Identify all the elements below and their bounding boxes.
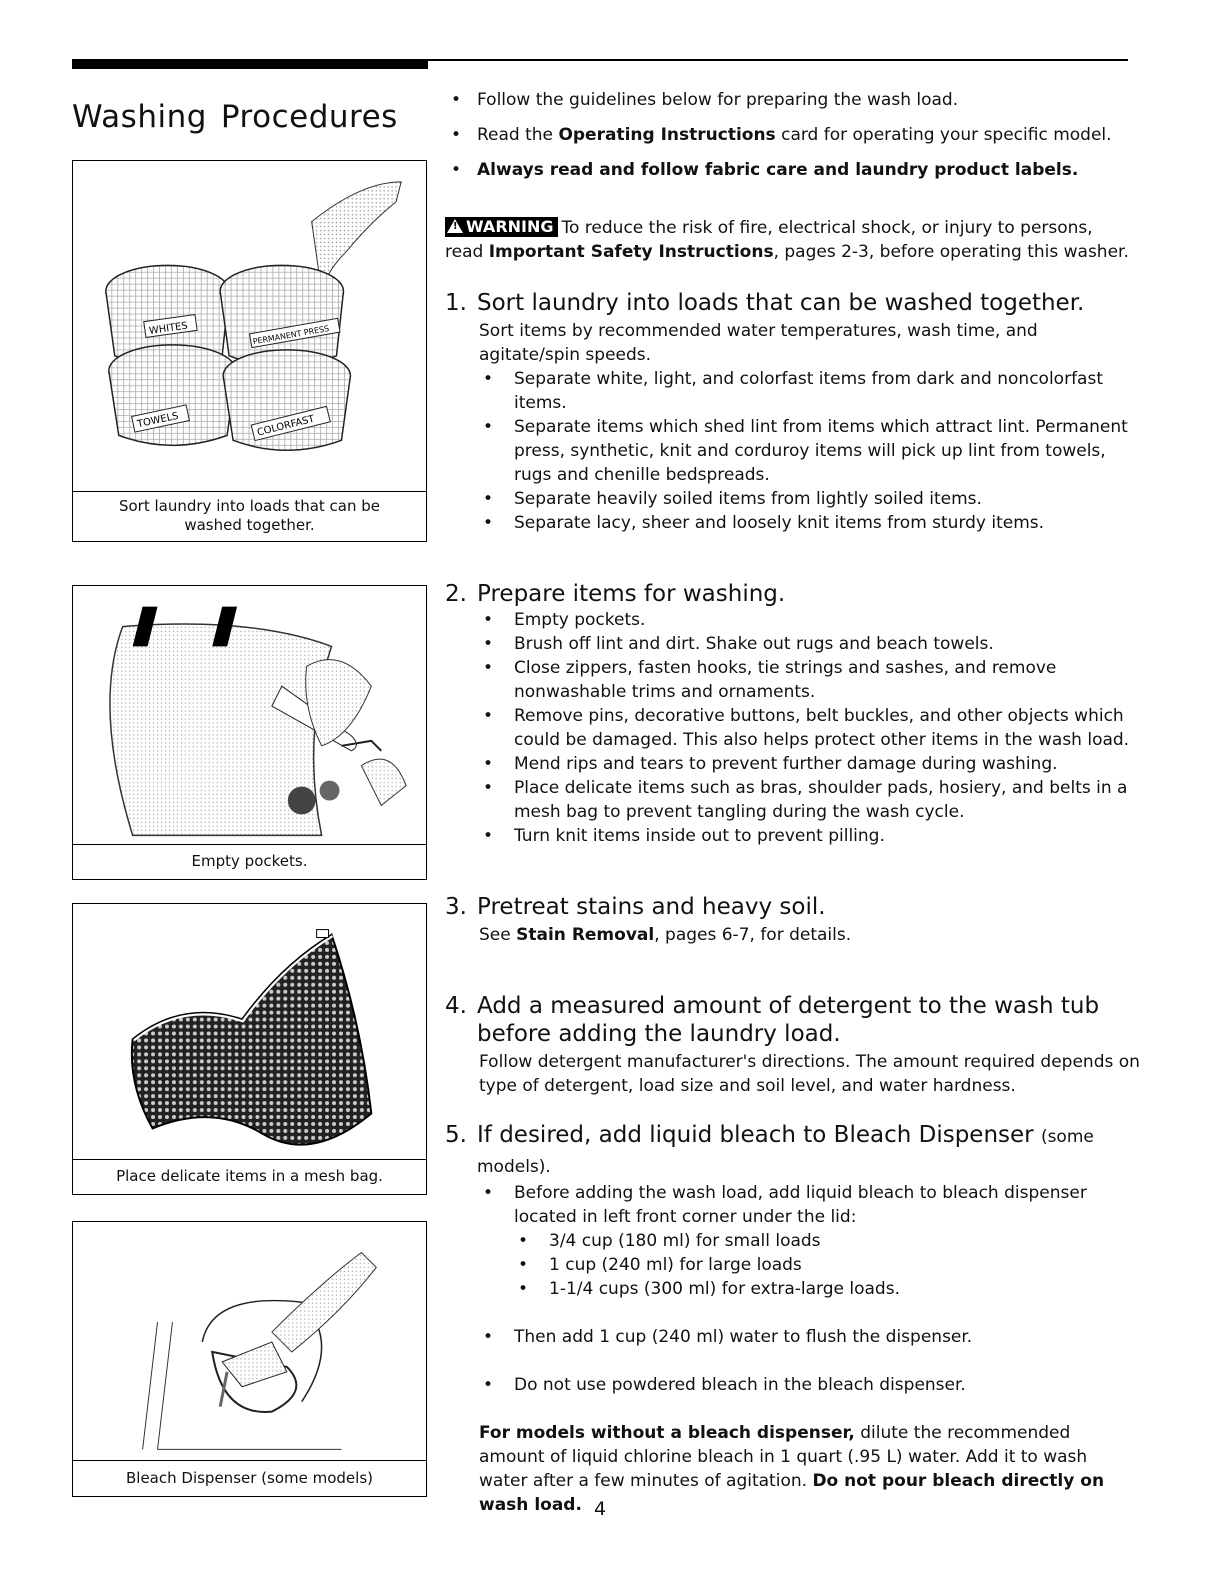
step-5 [445, 1121, 1140, 1517]
intro-item: • Read the Operating Instructions card for operating your specific model. [445, 123, 1135, 147]
list-item: • 3/4 cup (180 ml) for small loads [514, 1229, 1140, 1253]
step-heading: 2. Prepare items for washing. [445, 581, 786, 607]
step-3 [445, 893, 1140, 947]
step-bullets [445, 367, 1140, 535]
list-item: • Place delicate items such as bras, shoulder pads, hosiery, and belts in a mesh bag to prevent tangling during the wash cycle. [479, 776, 1140, 824]
list-item: • Before adding the wash load, add liquid bleach to bleach dispenser located in left front corner under the lid: [479, 1181, 1140, 1229]
figure-empty-pockets [72, 585, 427, 880]
step-bullets [445, 608, 1140, 848]
figure-caption: Place delicate items in a mesh bag. [116, 1167, 383, 1185]
step-heading: 3. Pretreat stains and heavy soil. [445, 894, 826, 920]
figure-mesh-bag [72, 903, 427, 1195]
jeans-pocket-icon [73, 586, 426, 844]
svg-text:WHITES: WHITES [148, 320, 189, 337]
header-rule-thick [72, 59, 428, 69]
warning-badge: !WARNING [445, 217, 558, 237]
list-item: • Mend rips and tears to prevent further damage during washing. [479, 752, 1140, 776]
step-body: See Stain Removal, pages 6-7, for details. [479, 925, 852, 945]
list-item: • Brush off lint and dirt. Shake out rugs and beach towels. [479, 632, 1140, 656]
intro-list [445, 88, 1135, 193]
svg-text:TOWELS: TOWELS [136, 410, 180, 431]
page-number: 4 [593, 1498, 607, 1520]
figure-caption: Bleach Dispenser (some models) [126, 1468, 373, 1487]
step-4 [445, 992, 1140, 1098]
bleach-dispenser-illustration [73, 1222, 426, 1461]
header-rule-thin [428, 59, 1128, 61]
list-item: • Close zippers, fasten hooks, tie strings and sashes, and remove nonwashable trims and ornaments. [479, 656, 1140, 704]
svg-text:PERMANENT PRESS: PERMANENT PRESS [252, 323, 330, 347]
list-item: • Then add 1 cup (240 ml) water to flush the dispenser. [479, 1325, 1140, 1349]
mesh-bag-illustration [73, 904, 426, 1160]
figure-caption: Empty pockets. [191, 852, 308, 870]
step-heading: 5. If desired, add liquid bleach to Bleach Dispenser (some models). [445, 1122, 1094, 1177]
list-item: • Empty pockets. [479, 608, 1140, 632]
figure-bleach-dispenser [72, 1221, 427, 1497]
mesh-bag-icon [73, 904, 426, 1159]
step-bullets [445, 1373, 1140, 1397]
pockets-illustration [73, 586, 426, 845]
page-title: Washing Procedures [72, 98, 398, 135]
list-item: • 1-1/4 cups (300 ml) for extra-large loads. [514, 1277, 1140, 1301]
bleach-pour-icon [73, 1222, 426, 1460]
laundry-baskets-icon [73, 161, 426, 491]
step-sub-bullets [445, 1229, 1140, 1301]
list-item: • Separate lacy, sheer and loosely knit items from sturdy items. [479, 511, 1140, 535]
warning-triangle-icon [447, 219, 463, 233]
list-item: • 1 cup (240 ml) for large loads [514, 1253, 1140, 1277]
step-1 [445, 289, 1140, 535]
step-2 [445, 580, 1140, 848]
list-item: • Remove pins, decorative buttons, belt buckles, and other objects which could be damaged. This also helps protect other items in the wash load. [479, 704, 1140, 752]
step-bullets [445, 1181, 1140, 1229]
svg-text:COLORFAST: COLORFAST [256, 413, 316, 439]
step-heading: 4. Add a measured amount of detergent to the wash tub before adding the laundry load. [445, 993, 1100, 1047]
intro-item: • Follow the guidelines below for preparing the wash load. [445, 88, 1135, 112]
list-item: • Separate white, light, and colorfast items from dark and noncolorfast items. [479, 367, 1140, 415]
step-heading: 1. Sort laundry into loads that can be washed together. [445, 290, 1085, 316]
intro-item: • Always read and follow fabric care and laundry product labels. [445, 158, 1135, 182]
list-item: • Turn knit items inside out to prevent pilling. [479, 824, 1140, 848]
bleach-note: For models without a bleach dispenser, dilute the recommended amount of liquid chlorine bleach in 1 quart (.95 L) water. Add it to wash water after a few minutes of agitation. Do not pour bleach directly on wash load. [479, 1423, 1105, 1515]
step-body: Sort items by recommended water temperatures, wash time, and agitate/spin speeds. [479, 321, 1038, 365]
list-item: • Separate heavily soiled items from lightly soiled items. [479, 487, 1140, 511]
list-item: • Separate items which shed lint from items which attract lint. Permanent press, synthetic, knit and corduroy items will pick up lint from towels, rugs and chenille bedspreads. [479, 415, 1140, 487]
warning-notice: !WARNING To reduce the risk of fire, electrical shock, or injury to persons, read Important Safety Instructions, pages 2-3, before operating this washer. [445, 216, 1135, 264]
step-body: Follow detergent manufacturer's directions. The amount required depends on type of detergent, load size and soil level, and water hardness. [479, 1052, 1140, 1096]
figure-sort-laundry [72, 160, 427, 542]
figure-caption: Sort laundry into loads that can be washed together. [118, 497, 381, 534]
step-bullets [445, 1325, 1140, 1349]
list-item: • Do not use powdered bleach in the bleach dispenser. [479, 1373, 1140, 1397]
laundry-baskets-illustration [73, 161, 426, 492]
